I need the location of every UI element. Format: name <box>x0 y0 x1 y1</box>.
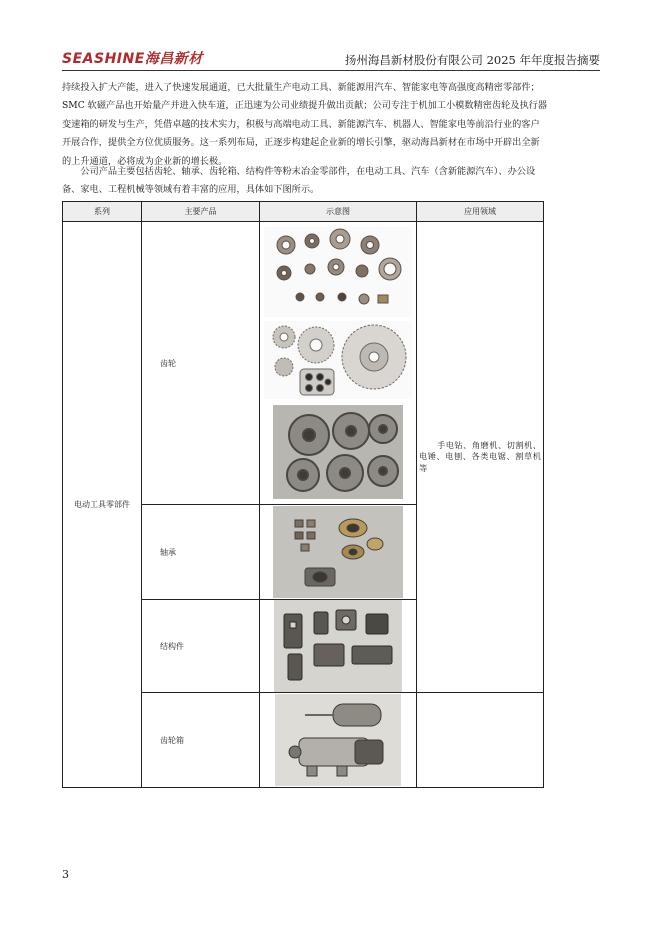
text-line: SMC 软磁产品也开始量产并进入快车道，正迅速为公司业绩提升做出贡献；公司专注于机加工小模数精密齿轮及执行器 <box>62 100 548 112</box>
application-text: 手电钻、角磨机、切割机、电锤、电刨、各类电锯、割草机等 <box>419 439 541 473</box>
gear-images-cell <box>260 222 417 505</box>
product-table <box>62 201 544 788</box>
table-row <box>63 222 544 505</box>
paragraph-products <box>62 163 546 200</box>
gears-photo <box>264 321 412 399</box>
col-header-application: 应用领域 <box>417 202 544 222</box>
text-line: 持续投入扩大产能，进入了快速发展通道，已大批量生产电动工具、新能源用汽车、智能家电等高强度高精密零部件； <box>62 82 540 93</box>
col-header-image: 示意图 <box>260 202 417 222</box>
paragraph-intro <box>62 79 546 171</box>
report-title: 扬州海昌新材股份有限公司 2025 年年度报告摘要 <box>344 53 600 67</box>
series-cell: 电动工具零部件 <box>63 222 142 788</box>
bearing-image-cell <box>260 505 417 600</box>
text-line: 公司产品主要包括齿轮、轴承、齿轮箱、结构件等粉末冶金零部件，在电动工具、汽车（含新能源汽车）、办公设 <box>62 166 536 177</box>
text-line: 备、家电、工程机械等领域有着丰富的应用，具体如下图所示。 <box>62 184 320 196</box>
bearings-photo <box>273 506 403 598</box>
gearbox-image-cell <box>260 693 417 788</box>
col-header-series: 系列 <box>63 202 142 222</box>
gearbox-photo <box>275 694 401 786</box>
application-empty-cell <box>417 693 544 788</box>
table-header-row <box>63 202 544 222</box>
product-name: 齿轮 <box>142 222 260 505</box>
gear-parts-photo <box>264 227 412 317</box>
company-logo <box>62 48 203 66</box>
product-name: 轴承 <box>142 505 260 600</box>
product-name: 结构件 <box>142 600 260 693</box>
text-line: 的上升通道，必将成为企业新的增长极。 <box>62 155 228 167</box>
text-line: 变速箱的研发与生产，凭借卓越的技术实力，积极与高端电动工具、新能源汽车、机器人、智能家电等前沿行业的客户 <box>62 118 540 130</box>
logo-text: SEASHINE海昌新材 <box>62 51 203 67</box>
page-header <box>62 46 600 71</box>
structural-parts-photo <box>274 600 402 692</box>
text-line: 开展合作，提供全方位优质服务。这一系列布局，正逐步构建起企业新的增长引擎，驱动海昌新材在市场中开辟出全新 <box>62 137 540 149</box>
product-name: 齿轮箱 <box>142 693 260 788</box>
page-number: 3 <box>62 868 69 881</box>
col-header-product: 主要产品 <box>142 202 260 222</box>
pulley-wheels-photo <box>273 405 403 499</box>
structural-image-cell <box>260 600 417 693</box>
application-cell <box>417 222 544 693</box>
